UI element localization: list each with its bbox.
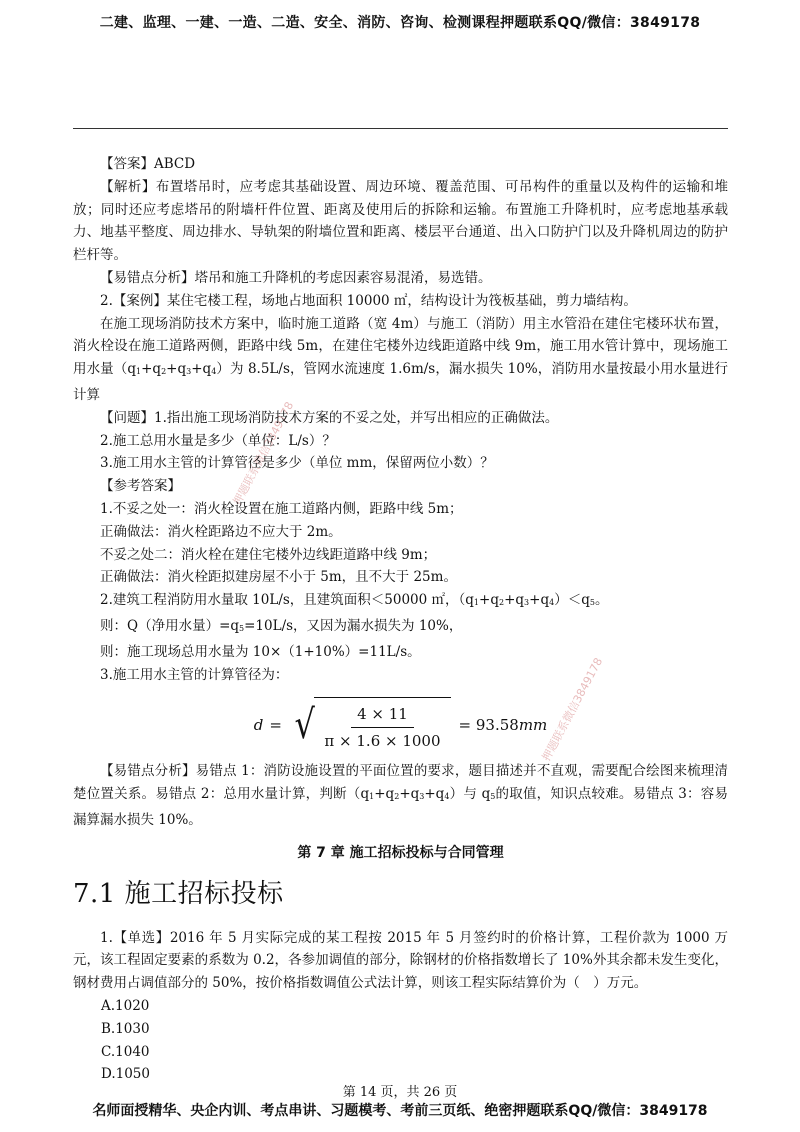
reference-answer-heading: 【参考答案】 (100, 478, 181, 495)
choice-option-d: D.1050 (101, 1066, 150, 1083)
radical-sign: √ (294, 702, 315, 749)
error-analysis-1: 【易错点分析】塔吊和施工升降机的考虑因素容易混淆，易选错。 (100, 269, 492, 286)
question-2: 2.施工总用水量是多少（单位：L/s）？ (100, 432, 336, 449)
answer-item: 正确做法：消火栓距路边不应大于 2m。 (100, 523, 342, 540)
question-1: 【问题】1.指出施工现场消防技术方案的不妥之处，并写出相应的正确做法。 (100, 409, 559, 426)
page-content (73, 153, 728, 1086)
page-number: 第 14 页，共 26 页 (342, 1085, 458, 1100)
answer-item: 3.施工用水主管的计算管径为： (100, 666, 289, 683)
answer-line: 【答案】ABCD (100, 156, 196, 172)
question-stem: 1.【单选】2016 年 5 月实际完成的某工程按 2015 年 5 月签约时的价格计算，工程价款为 1000 万元，该工程固定要素的系数为 0.2，各参加调值的部分，除钢材的价格指数增长了 10%外其余都未发生变化，钢材费用占调值部分的 50%，按价格指数调值公式法计算，则该工程实际结算价为（ ）万元。 (73, 929, 728, 992)
watermark-2: 押题联系微信3849178 (539, 655, 606, 764)
question-3: 3.施工用水主管的计算管径是多少（单位 mm，保留两位小数）？ (100, 455, 494, 472)
answer-item: 则：Q（净用水量）=q5=10L/s，又因为漏水损失为 10%， (100, 617, 463, 634)
pipe-diameter-formula (73, 692, 728, 758)
choice-option-c: C.1040 (101, 1043, 150, 1060)
square-root (292, 697, 451, 753)
answer-item: 则：施工现场总用水量为 10×（1+10%）=11L/s。 (100, 643, 421, 660)
header-rule (73, 128, 728, 129)
formula-unit: mm (518, 715, 548, 734)
footer-banner: 名师面授精华、央企内训、考点串讲、习题模考、考前三页纸、绝密押题联系QQ/微信：3849178 (92, 1103, 708, 1119)
case-description: 在施工现场消防技术方案中，临时施工道路（宽 4m）与施工（消防）用主水管沿在建住宅楼环状布置，消火栓设在施工道路两侧，距路中线 5m，在建住宅楼外边线距道路中线 9m，施工用水管计算中，现场施工用水量（q1+q2+q3+q4）为 8.5L/s，管网水流速度 1.6m/s，漏水损失 10%，消防用水量按最小用水量进行计算 (73, 315, 728, 403)
answer-item: 不妥之处二：消火栓在建住宅楼外边线距道路中线 9m； (100, 546, 437, 563)
answer-item: 正确做法：消火栓距拟建房屋不小于 5m，且不大于 25m。 (100, 569, 457, 586)
answer-item: 2.建筑工程消防用水量取 10L/s，且建筑面积＜50000 ㎡，（q1+q2+q3+q4）＜q5。 (100, 592, 609, 609)
formula-equals: = (269, 715, 282, 734)
case-title: 2.【案例】某住宅楼工程，场地占地面积 10000 ㎡，结构设计为筏板基础，剪力墙结构。 (100, 292, 637, 309)
choice-option-b: B.1030 (101, 1020, 150, 1037)
header-banner: 二建、监理、一建、一造、二造、安全、消防、咨询、检测课程押题联系QQ/微信：3849178 (99, 15, 701, 31)
formula-fraction (318, 703, 446, 754)
answer-item: 1.不妥之处一：消火栓设置在施工道路内侧，距路中线 5m； (100, 500, 463, 517)
watermark-1: 押题联系微信3849178 (230, 399, 297, 508)
formula-numerator: 4 × 11 (351, 703, 414, 729)
chapter-heading: 第 7 章 施工招标投标与合同管理 (297, 844, 504, 861)
section-heading: 7.1 施工招标投标 (73, 878, 284, 909)
choice-option-a: A.1020 (101, 997, 150, 1014)
formula-result: = 93.58 (458, 715, 519, 734)
formula-lhs: d (253, 715, 264, 734)
formula-denominator: π × 1.6 × 1000 (324, 732, 441, 751)
analysis-paragraph: 【解析】布置塔吊时，应考虑其基础设置、周边环境、覆盖范围、可吊构件的重量以及构件的运输和堆放；同时还应考虑塔吊的附墙杆件位置、距离及使用后的拆除和运输。布置施工升降机时，应考虑地基承载力、地基平整度、周边排水、导轨架的附墙位置和距离、楼层平台通道、出入口防护门以及升降机周边的防护栏杆等。 (73, 178, 728, 264)
error-analysis-2: 【易错点分析】易错点 1：消防设施设置的平面位置的要求，题目描述并不直观，需要配合绘图来梳理清楚位置关系。易错点 2：总用水量计算，判断（q1+q2+q3+q4）与 q5的取值，知识点较难。易错点 3：容易漏算漏水损失 10%。 (73, 763, 728, 828)
